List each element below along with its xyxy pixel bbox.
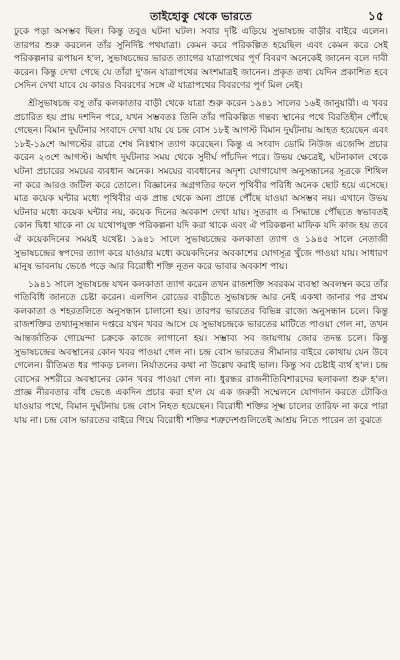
- running-title: তাইহোকু থেকে ভারতে: [150, 10, 252, 23]
- paragraph-1: ঢুকে পড়া অসম্ভব ছিল। কিন্তু তবুও ঘটনা ঘটল। সবার দৃষ্টি এড়িয়ে সুভাষচন্দ্র বাড়ীর বাইরে এলেন। তারপর শুরু করলেন তাঁর সুনির্দিষ্ট পথযাত্রা। কেমন করে পরিকল্পিত হয়েছিল এবং কেমন করে সেই পরিকল্পনার রূপায়ন হ'ল, সুভাষচন্দ্রের ভারত ত্যাগের যাত্রাপথের পূর্ণ বিবরণ অনেকেই জানেন বলে দাবী করেন। কিন্তু দেখা গেছে যে তাঁরা দু'জন যাত্রাপথের অংশমাত্রই জানেন। প্রকৃত তথ্য যেদিন প্রকাশিত হবে সেদিন দেখা যাবে যে কারও বিবরণের সঙ্গে ঐ যাত্রাপথের বিবরণের পূর্ণ মিল নেই।: [14, 27, 388, 92]
- page-number: ১৫: [368, 9, 384, 23]
- running-header: [14, 8, 388, 26]
- paragraph-2: শ্রীসুভাষচন্দ্র বসু তাঁর কলকাতার বাড়ী থেকে যাত্রা শুরু করেন ১৯৪১ সালের ১৬ই জানুয়ারী। এ খবর প্রচারিত হয় প্রায় দশদিন পরে, যখন সম্ভবতঃ তিনি তাঁর পরিকল্পিত গন্তব্য স্থানের পথে বিরতিহীন পৌঁছে গেছেন। বিমান দুর্ঘটনার সংবাদে দেখা যায় যে চন্দ্র বোস ১৮ই আগস্ট বিমান দুর্ঘটনায় আহত হয়েছেন এবং ১৮ই-১৯শে আগস্টের রাত্রে শেষ নিঃশ্বাস ত্যাগ করেছেন। কিন্তু এ সংবাদ ডোমি নিউজ এজেন্সি প্রচার করেন ২৩শে আগস্ট। অর্থাৎ দুর্ঘটনার সময় থেকে সুদীর্ঘ পাঁচদিন পরে। উভয় ক্ষেত্রেই, ঘটনাকাল থেকে ঘটনা প্রচারের সময়ের ব্যবধান অনেক। সময়ের ব্যবধানের অদৃশ্য যোগাযোগ অনুসন্ধানের সূত্রকে শিথিল না করে আরও জটিল করে তোলে। বিজ্ঞানের অগ্রগতির ফলে পৃথিবীর পরিধি অনেক ছোট হয়ে এসেছে। মাত্র কয়েক ঘন্টার মধ্যে পৃথিবীর এক প্রান্ত থেকে অন্য প্রান্তে পৌঁছে যাওয়া অসম্ভব নয়। এখানে উভয় ঘটনার মধ্যে কয়েক ঘন্টার নয়, কয়েক দিনের অবকাশ দেখা যায়। সুতরাং এ সিদ্ধান্তে পৌঁছতে স্বভাবতই কোন দ্বিধা থাকে না যে যথোপযুক্ত পরিকল্পনা যদি করা থাকে এবং ঐ পরিকল্পনা মাফিক যদি কাজ হয় তবে ঐ কয়েকদিনের সময়ই যথেষ্ট। ১৯৪১ সালে সুভাষচন্দ্রের কলকাতা ত্যাগ ও ১৯৪৫ সালে নেতাজী সুভাষচন্দ্রের স্বপদের ত্যাগ করে যাওয়ার মধ্যে কয়েকদিনের অবকাশের যোগসূত্র খুঁজে পাওয়া যায়। সাধারণ মানুষ ভাবনায় ভেঙে পড়ে আর বিরোধী শক্তি নূতন করে ভাবার অবকাশ পায়।: [14, 98, 388, 273]
- paragraph-3: ১৯৪১ সালে সুভাষচন্দ্র যখন কলকাতা ত্যাগ করেন তখন রাজশক্তি সবরকম ব্যবস্থা অবলম্বন করে তাঁর গতিবিধি জানতে চেষ্টা করেন। এলগিন রোডের বাড়ীতে সুভাষচন্দ্র আর নেই একথা জানার পর প্রথম কলকাতা ও শহরতলিতে অনুসন্ধান চালানো হয়। তারপর ভারতের বিভিন্ন রাজ্যে অনুসন্ধান চলে। কিন্তু রাজশক্তির তথ্যানুসন্ধান দপ্তরে যখন খবর আসে যে সুভাষচন্দ্রকে ভারতের মাটিতে পাওয়া গেল না, তখন আন্তর্জাতিক গোয়েন্দা চক্রকে কাজে লাগানো হয়। সম্ভাব্য সব জায়গায় জোর তদন্ত চলে। কিন্তু সুভাষচন্দ্রের অবস্থানের কোন খবর পাওয়া গেল না। চন্দ্র বোস ভারতের সীমানার বাইরে কোথায় যেন উবে গেলেন। রীতিমত ধর পাকড় চলল। নির্যাতনের কথা না উল্লেখ করাই ভাল। কিন্তু সব চেষ্টাই ব্যর্থ হ'ল। চন্দ্র বোসের সশরীরে অবস্থানের কোন খবর পাওয়া গেল না। ধুরন্ধর রাজনীতিবিশারদের ছলাকলা শুরু হ'ল। প্রাজ্ঞ নীরবতার বাঁধ ভেঙে একদিন প্রচার করা হ'ল যে এক জরুরী সম্মেলনে যোগদান করতে টোকিও যাওয়ার পথে, বিমান দুর্ঘটনায় চন্দ্র বোস নিহত হয়েছেন। বিরোধী শক্তির সূক্ষ্ম চালের তারিফ না করে পারা যায় না। চন্দ্র বোস ভারতের বাইরে গিয়ে বিরোধী শক্তির শত্রুদেশগুলিতেই আশ্রয় নিতে পারেন তা বুঝতে: [14, 279, 388, 426]
